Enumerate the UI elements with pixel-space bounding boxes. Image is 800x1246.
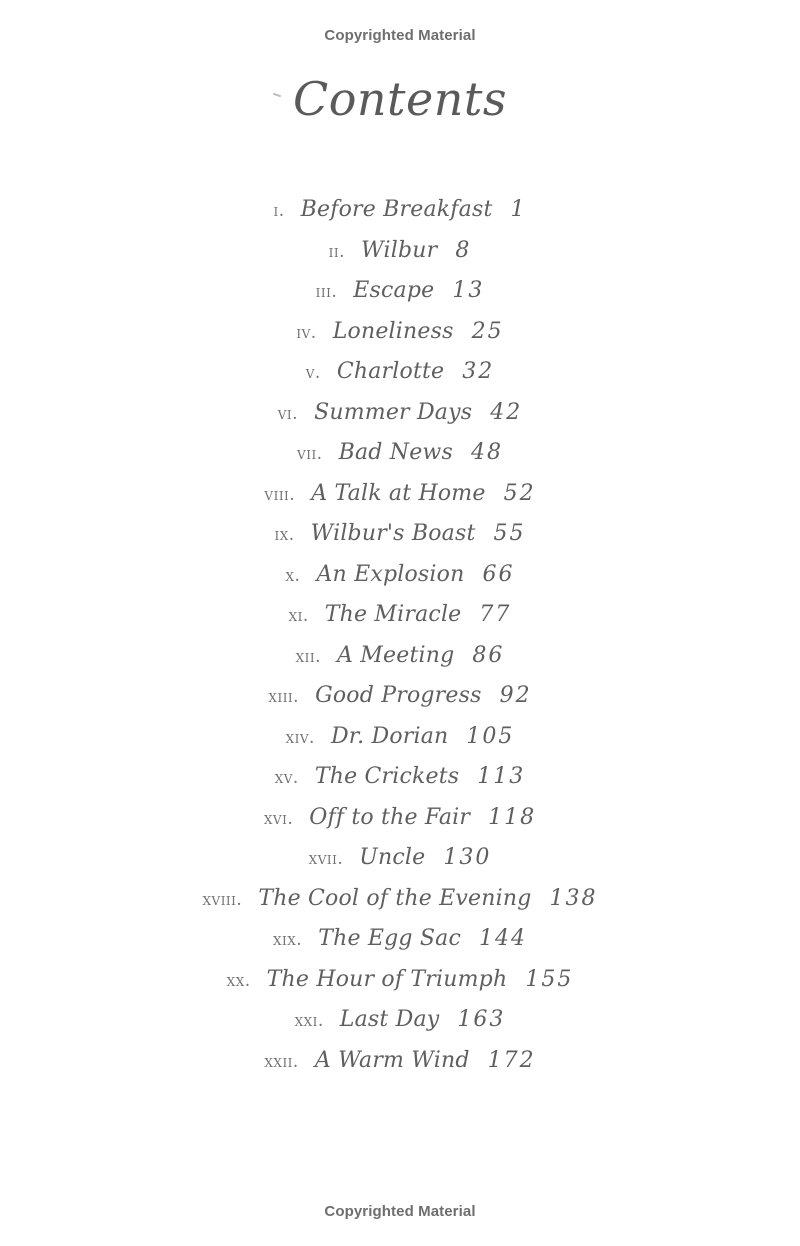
toc-entry [0,759,800,800]
page-number: 32 [462,359,495,384]
toc-entry [0,314,800,355]
page-number: 130 [443,845,492,870]
page-number: 138 [549,885,598,911]
chapter-number: xviii. [202,889,243,910]
chapter-number: ii. [328,241,346,262]
chapter-title: The Crickets [314,764,460,789]
chapter-number: xx. [226,970,251,991]
chapter-title: Bad News [338,440,453,465]
chapter-number: vi. [277,403,299,424]
chapter-number: xv. [274,768,299,788]
page-number: 118 [488,804,537,830]
page-number: 155 [525,966,574,992]
chapter-title: Before Breakfast [300,197,493,222]
chapter-title: An Explosion [316,561,465,587]
chapter-title: Wilbur [361,237,438,263]
toc-entry [0,273,800,314]
toc-entry [0,233,800,274]
page-number: 66 [482,561,515,587]
chapter-number: xxi. [294,1011,324,1031]
toc-entry [0,800,800,841]
chapter-title: Off to the Fair [309,804,471,830]
page-number: 163 [457,1007,506,1032]
page-number: 13 [452,278,485,303]
page-number: 144 [479,926,528,951]
table-of-contents [0,192,800,1083]
chapter-title: The Miracle [324,602,462,627]
chapter-title: The Hour of Triumph [266,966,508,992]
page-number: 8 [455,237,472,263]
chapter-title: Last Day [339,1007,440,1032]
chapter-title: Charlotte [336,359,445,384]
toc-entry [0,719,800,760]
toc-entry [0,921,800,962]
toc-entry [0,354,800,395]
page-title: Contents [293,72,507,126]
copyright-watermark-top: Copyrighted Material [324,27,476,44]
toc-entry [0,638,800,679]
chapter-number: xvi. [263,808,294,829]
toc-entry [0,678,800,719]
chapter-title: Uncle [359,845,426,870]
chapter-title: Loneliness [332,318,454,344]
chapter-number: iv. [296,322,317,343]
chapter-title: The Cool of the Evening [258,885,532,911]
page-number: 55 [493,521,526,546]
chapter-title: A Warm Wind [314,1047,470,1073]
chapter-number: v. [305,363,321,383]
toc-entry [0,597,800,638]
chapter-title: Wilbur's Boast [310,521,476,546]
page-number: 48 [470,440,503,465]
toc-entry [0,840,800,881]
chapter-number: xii. [295,646,322,667]
chapter-title: A Talk at Home [311,480,486,506]
page-number: 113 [477,764,526,789]
chapter-title: Dr. Dorian [330,723,449,749]
page-number: 105 [466,723,515,749]
chapter-number: xiii. [268,687,300,707]
chapter-number: xxii. [264,1051,299,1072]
toc-entry [0,435,800,476]
toc-entry [0,395,800,436]
copyright-watermark-bottom: Copyrighted Material [324,1203,476,1220]
page-number: 77 [479,602,512,627]
chapter-title: Escape [353,278,435,303]
chapter-title: Summer Days [314,399,473,425]
toc-entry [0,192,800,233]
chapter-number: i. [273,201,285,221]
chapter-title: Good Progress [315,683,482,708]
toc-entry [0,476,800,517]
page-number: 52 [503,480,536,506]
chapter-title: A Meeting [337,642,455,668]
chapter-number: vii. [297,444,323,464]
chapter-number: xi. [288,606,309,626]
chapter-title: The Egg Sac [318,926,462,951]
chapter-number: iii. [315,282,338,302]
toc-entry [0,1002,800,1043]
toc-entry [0,557,800,598]
page-number: 92 [499,683,532,708]
page-number: 172 [487,1047,536,1073]
page-number: 42 [490,399,523,425]
chapter-number: viii. [264,484,296,505]
page-number: 1 [510,197,527,222]
toc-entry [0,962,800,1003]
chapter-number: ix. [274,525,295,545]
page-number: 25 [471,318,504,344]
chapter-number: x. [285,565,301,586]
chapter-number: xvii. [308,849,344,869]
toc-entry [0,516,800,557]
toc-entry [0,1043,800,1084]
page-number: 86 [472,642,505,668]
toc-entry [0,881,800,922]
chapter-number: xiv. [285,727,315,748]
chapter-number: xix. [272,930,303,950]
